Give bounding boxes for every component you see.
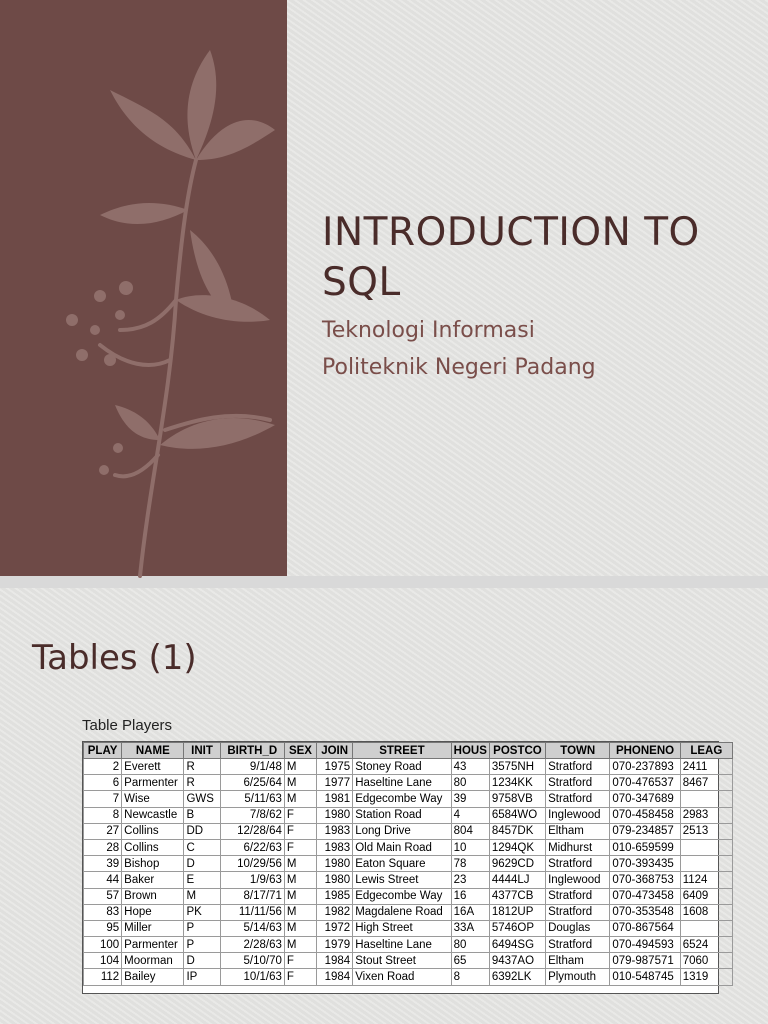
- table-cell: F: [284, 807, 316, 823]
- table-cell: 104: [84, 953, 122, 969]
- table-row: [84, 969, 733, 985]
- table-cell: P: [184, 937, 220, 953]
- table-cell: 7: [84, 791, 122, 807]
- table-cell: 39: [84, 856, 122, 872]
- table-cell: 65: [451, 953, 489, 969]
- table-cell: 070-458458: [610, 807, 680, 823]
- table-cell: Stratford: [546, 856, 610, 872]
- slide-title: [322, 208, 742, 308]
- table-cell: 1975: [317, 759, 353, 775]
- table-row: [84, 807, 733, 823]
- table-cell: 1984: [317, 953, 353, 969]
- table-cell: 1985: [317, 888, 353, 904]
- table-cell: 2411: [680, 759, 732, 775]
- table-cell: Long Drive: [353, 823, 451, 839]
- column-header: HOUS: [451, 743, 489, 759]
- column-header: TOWN: [546, 743, 610, 759]
- table-cell: M: [284, 775, 316, 791]
- table-row: [84, 759, 733, 775]
- table-cell: Eaton Square: [353, 856, 451, 872]
- table-cell: 44: [84, 872, 122, 888]
- table-row: [84, 823, 733, 839]
- table-cell: D: [184, 953, 220, 969]
- table-cell: M: [284, 759, 316, 775]
- table-cell: Haseltine Lane: [353, 775, 451, 791]
- slide-title: Tables (1): [32, 638, 197, 678]
- table-cell: 1977: [317, 775, 353, 791]
- table-cell: 28: [84, 839, 122, 855]
- table-cell: 4: [451, 807, 489, 823]
- tables-slide: [0, 588, 768, 1024]
- table-cell: 6/25/64: [220, 775, 284, 791]
- title-line: SQL: [322, 260, 401, 305]
- table-cell: Plymouth: [546, 969, 610, 985]
- column-header: POSTCO: [489, 743, 545, 759]
- table-cell: 6: [84, 775, 122, 791]
- table-cell: 070-867564: [610, 920, 680, 936]
- table-cell: 070-368753: [610, 872, 680, 888]
- table-cell: 1/9/63: [220, 872, 284, 888]
- table-cell: 1608: [680, 904, 732, 920]
- table-cell: B: [184, 807, 220, 823]
- table-cell: 070-494593: [610, 937, 680, 953]
- table-cell: Inglewood: [546, 872, 610, 888]
- table-cell: 6409: [680, 888, 732, 904]
- table-cell: Collins: [122, 839, 184, 855]
- column-header: INIT: [184, 743, 220, 759]
- table-cell: PK: [184, 904, 220, 920]
- table-cell: 8: [451, 969, 489, 985]
- table-cell: 6/22/63: [220, 839, 284, 855]
- column-header: STREET: [353, 743, 451, 759]
- table-cell: 6392LK: [489, 969, 545, 985]
- table-cell: 070-353548: [610, 904, 680, 920]
- table-cell: F: [284, 823, 316, 839]
- slide-subtitle: [322, 312, 742, 386]
- table-cell: Stratford: [546, 904, 610, 920]
- table-cell: 9437AO: [489, 953, 545, 969]
- table-cell: M: [284, 791, 316, 807]
- table-cell: 33A: [451, 920, 489, 936]
- table-cell: E: [184, 872, 220, 888]
- table-cell: Everett: [122, 759, 184, 775]
- table-cell: C: [184, 839, 220, 855]
- table-cell: M: [284, 888, 316, 904]
- column-header: NAME: [122, 743, 184, 759]
- table-cell: Collins: [122, 823, 184, 839]
- table-cell: 1979: [317, 937, 353, 953]
- table-row: [84, 920, 733, 936]
- table-cell: 1980: [317, 872, 353, 888]
- table-cell: 5/10/70: [220, 953, 284, 969]
- table-cell: 1983: [317, 839, 353, 855]
- table-cell: 010-548745: [610, 969, 680, 985]
- table-cell: Stout Street: [353, 953, 451, 969]
- table-cell: Stratford: [546, 775, 610, 791]
- column-header: SEX: [284, 743, 316, 759]
- table-cell: [680, 920, 732, 936]
- table-cell: 1319: [680, 969, 732, 985]
- table-cell: Old Main Road: [353, 839, 451, 855]
- table-cell: Stoney Road: [353, 759, 451, 775]
- table-cell: Station Road: [353, 807, 451, 823]
- table-cell: High Street: [353, 920, 451, 936]
- table-cell: Magdalene Road: [353, 904, 451, 920]
- table-header-row: [84, 743, 733, 759]
- table-cell: Baker: [122, 872, 184, 888]
- table-cell: Edgecombe Way: [353, 888, 451, 904]
- table-cell: Eltham: [546, 823, 610, 839]
- table-cell: 16: [451, 888, 489, 904]
- table-cell: 4444LJ: [489, 872, 545, 888]
- table-cell: 57: [84, 888, 122, 904]
- table-cell: Edgecombe Way: [353, 791, 451, 807]
- table-cell: 80: [451, 937, 489, 953]
- table-cell: 804: [451, 823, 489, 839]
- table-cell: 070-473458: [610, 888, 680, 904]
- table-cell: 7/8/62: [220, 807, 284, 823]
- column-header: LEAG: [680, 743, 732, 759]
- table-row: [84, 937, 733, 953]
- table-cell: 070-347689: [610, 791, 680, 807]
- table-cell: [680, 791, 732, 807]
- table-cell: 1812UP: [489, 904, 545, 920]
- table-row: [84, 953, 733, 969]
- table-cell: 2: [84, 759, 122, 775]
- table-cell: 2983: [680, 807, 732, 823]
- table-cell: Midhurst: [546, 839, 610, 855]
- table-cell: M: [284, 920, 316, 936]
- column-header: JOIN: [317, 743, 353, 759]
- table-cell: 2513: [680, 823, 732, 839]
- table-cell: Vixen Road: [353, 969, 451, 985]
- table-cell: 10/1/63: [220, 969, 284, 985]
- table-cell: IP: [184, 969, 220, 985]
- table-cell: F: [284, 839, 316, 855]
- table-cell: 78: [451, 856, 489, 872]
- table-cell: 3575NH: [489, 759, 545, 775]
- table-cell: 5/11/63: [220, 791, 284, 807]
- table-cell: Newcastle: [122, 807, 184, 823]
- table-cell: 23: [451, 872, 489, 888]
- table-cell: D: [184, 856, 220, 872]
- table-cell: M: [184, 888, 220, 904]
- table-cell: M: [284, 904, 316, 920]
- table-cell: M: [284, 872, 316, 888]
- table-cell: 9629CD: [489, 856, 545, 872]
- table-caption: Table Players: [82, 717, 173, 734]
- table-cell: Wise: [122, 791, 184, 807]
- table-cell: 1984: [317, 969, 353, 985]
- column-header: PLAY: [84, 743, 122, 759]
- table-body: [84, 759, 733, 986]
- table-cell: 079-234857: [610, 823, 680, 839]
- table-row: [84, 872, 733, 888]
- table-cell: 6524: [680, 937, 732, 953]
- table-cell: 27: [84, 823, 122, 839]
- table-cell: 8: [84, 807, 122, 823]
- table-row: [84, 839, 733, 855]
- table-row: [84, 904, 733, 920]
- table-cell: 1983: [317, 823, 353, 839]
- table-row: [84, 888, 733, 904]
- table-cell: Stratford: [546, 791, 610, 807]
- table-cell: 9758VB: [489, 791, 545, 807]
- table-cell: 7060: [680, 953, 732, 969]
- table-row: [84, 775, 733, 791]
- table-cell: 1972: [317, 920, 353, 936]
- column-header: BIRTH_D: [220, 743, 284, 759]
- table-cell: 9/1/48: [220, 759, 284, 775]
- table-cell: Lewis Street: [353, 872, 451, 888]
- table-cell: Inglewood: [546, 807, 610, 823]
- table-cell: 100: [84, 937, 122, 953]
- table-cell: Douglas: [546, 920, 610, 936]
- table-cell: 1294QK: [489, 839, 545, 855]
- players-table-frame: [82, 741, 723, 994]
- table-cell: Haseltine Lane: [353, 937, 451, 953]
- table-cell: F: [284, 953, 316, 969]
- table-cell: 1981: [317, 791, 353, 807]
- plant-illustration: [0, 0, 287, 576]
- table-cell: R: [184, 759, 220, 775]
- table-cell: Eltham: [546, 953, 610, 969]
- table-cell: [680, 839, 732, 855]
- table-cell: Stratford: [546, 888, 610, 904]
- table-cell: M: [284, 856, 316, 872]
- table-cell: 079-987571: [610, 953, 680, 969]
- table-cell: M: [284, 937, 316, 953]
- table-cell: 80: [451, 775, 489, 791]
- table-cell: 10/29/56: [220, 856, 284, 872]
- column-header: PHONENO: [610, 743, 680, 759]
- table-cell: 070-476537: [610, 775, 680, 791]
- table-cell: 95: [84, 920, 122, 936]
- table-cell: P: [184, 920, 220, 936]
- table-cell: 1234KK: [489, 775, 545, 791]
- players-table: [83, 742, 733, 986]
- table-cell: 010-659599: [610, 839, 680, 855]
- table-row: [84, 856, 733, 872]
- table-cell: 070-393435: [610, 856, 680, 872]
- table-row: [84, 791, 733, 807]
- table-cell: 6584WO: [489, 807, 545, 823]
- table-cell: 8/17/71: [220, 888, 284, 904]
- table-cell: Parmenter: [122, 775, 184, 791]
- title-line: INTRODUCTION TO: [322, 210, 700, 255]
- table-cell: 5/14/63: [220, 920, 284, 936]
- table-cell: 112: [84, 969, 122, 985]
- table-cell: 39: [451, 791, 489, 807]
- table-cell: [680, 856, 732, 872]
- table-cell: 8467: [680, 775, 732, 791]
- subtitle-line: Politeknik Negeri Padang: [322, 355, 596, 380]
- table-cell: Parmenter: [122, 937, 184, 953]
- table-cell: Miller: [122, 920, 184, 936]
- subtitle-line: Teknologi Informasi: [322, 318, 535, 343]
- table-cell: 4377CB: [489, 888, 545, 904]
- table-cell: 83: [84, 904, 122, 920]
- table-cell: Moorman: [122, 953, 184, 969]
- table-cell: Stratford: [546, 937, 610, 953]
- table-cell: 8457DK: [489, 823, 545, 839]
- table-cell: Stratford: [546, 759, 610, 775]
- table-cell: F: [284, 969, 316, 985]
- table-cell: 1982: [317, 904, 353, 920]
- table-cell: Brown: [122, 888, 184, 904]
- table-cell: 43: [451, 759, 489, 775]
- table-cell: 2/28/63: [220, 937, 284, 953]
- table-cell: 5746OP: [489, 920, 545, 936]
- table-cell: 12/28/64: [220, 823, 284, 839]
- table-cell: Bailey: [122, 969, 184, 985]
- table-cell: 16A: [451, 904, 489, 920]
- table-cell: 070-237893: [610, 759, 680, 775]
- table-cell: 11/11/56: [220, 904, 284, 920]
- table-cell: R: [184, 775, 220, 791]
- table-cell: Hope: [122, 904, 184, 920]
- table-cell: 1980: [317, 856, 353, 872]
- table-cell: 10: [451, 839, 489, 855]
- table-cell: 6494SG: [489, 937, 545, 953]
- table-cell: 1124: [680, 872, 732, 888]
- table-cell: 1980: [317, 807, 353, 823]
- table-cell: Bishop: [122, 856, 184, 872]
- table-cell: GWS: [184, 791, 220, 807]
- table-cell: DD: [184, 823, 220, 839]
